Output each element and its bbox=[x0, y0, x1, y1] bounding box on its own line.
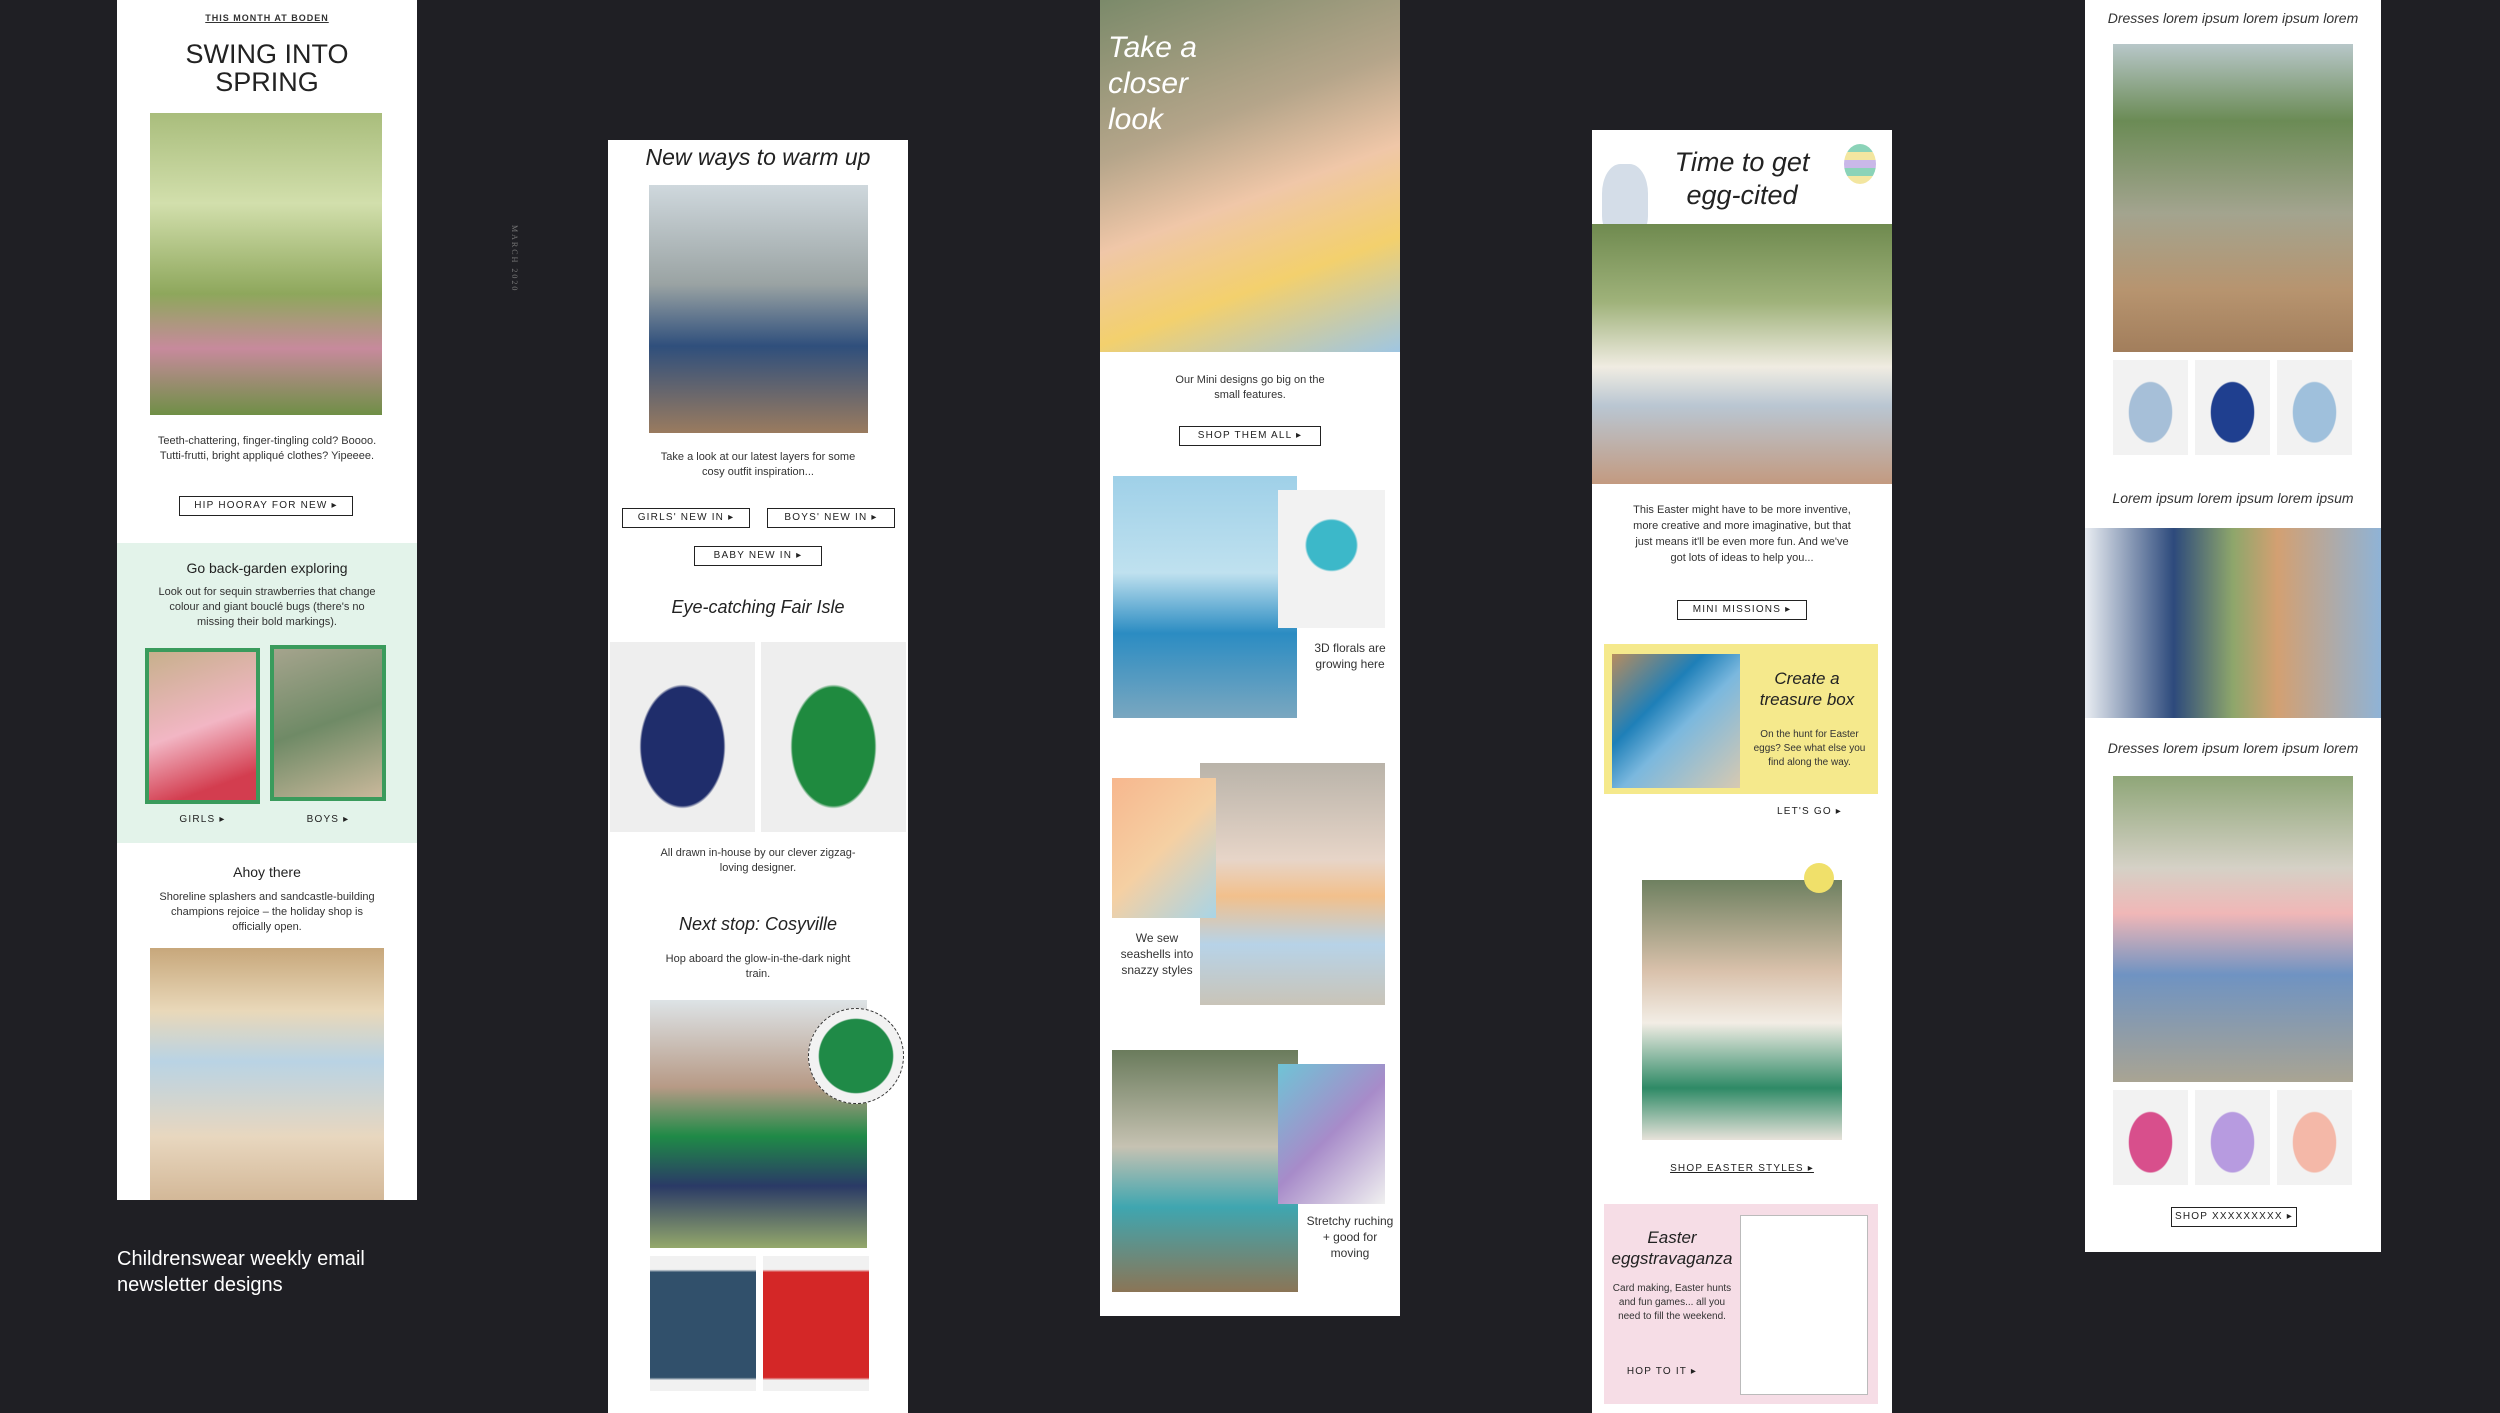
email-panel-spring bbox=[117, 0, 519, 1200]
mother-daughter-image bbox=[1642, 880, 1842, 1140]
hood-zoom-circle bbox=[808, 1008, 904, 1104]
ahoy-text: Shoreline splashers and sandcastle-building champions rejoice – the holiday shop is officially open. bbox=[159, 891, 375, 933]
mini-missions-button[interactable]: MINI MISSIONS ▸ bbox=[1677, 600, 1807, 620]
boys-link[interactable]: BOYS ▸ bbox=[306, 814, 350, 825]
email-kicker: THIS MONTH AT BODEN bbox=[205, 13, 329, 23]
hip-hooray-button[interactable]: HIP HOORAY FOR NEW ▸ bbox=[179, 496, 353, 516]
easter-text: This Easter might have to be more inventive, more creative and more imaginative, but that just means it'll be even more fun. And we've got lots of ideas to help you... bbox=[1633, 504, 1851, 564]
date-side-right: MARCH 2020 bbox=[510, 225, 519, 293]
treasure-box-text: On the hunt for Easter eggs? See what else you find along the way. bbox=[1753, 729, 1866, 768]
closer-look-title: Take a closer look bbox=[1108, 31, 1197, 136]
treasure-box-title: Create a treasure box bbox=[1759, 669, 1855, 709]
printed-dress-image[interactable] bbox=[1112, 1050, 1298, 1292]
girls-new-in-button[interactable]: GIRLS' NEW IN ▸ bbox=[622, 508, 750, 528]
cosyville-text: Hop aboard the glow-in-the-dark night train. bbox=[665, 953, 851, 980]
chick-icon bbox=[1804, 863, 1834, 893]
portfolio-caption: Childrenswear weekly email newsletter designs bbox=[117, 1248, 365, 1296]
bunny-card-drawing bbox=[1740, 1215, 1868, 1395]
easter-title: Time to get egg-cited bbox=[1674, 147, 1810, 210]
email-panel-closer-look bbox=[1100, 0, 1400, 1316]
dresses-heading-3: Dresses lorem ipsum lorem ipsum lorem bbox=[2107, 740, 2359, 756]
floral-detail-image bbox=[1278, 490, 1385, 628]
dress-hero-image bbox=[2113, 44, 2353, 352]
shop-easter-styles-link[interactable]: SHOP EASTER STYLES ▸ bbox=[1670, 1163, 1814, 1174]
navy-jumper-image[interactable] bbox=[610, 642, 755, 832]
beach-image bbox=[150, 948, 384, 1200]
boys-duo-image bbox=[2085, 528, 2381, 718]
ruching-detail-image bbox=[1278, 1064, 1385, 1204]
email-panel-warm-up bbox=[608, 140, 908, 1413]
red-trousers-image[interactable] bbox=[763, 1256, 869, 1391]
cosyville-title: Next stop: Cosyville bbox=[678, 914, 838, 934]
ruching-note: Stretchy ruching + good for moving bbox=[1306, 1214, 1394, 1260]
product-top-3[interactable] bbox=[2277, 1090, 2352, 1185]
florals-note: 3D florals are growing here bbox=[1314, 641, 1386, 671]
treasure-box-image bbox=[1612, 654, 1740, 788]
product-top-2[interactable] bbox=[2195, 1090, 2270, 1185]
warm-up-hero-image bbox=[649, 185, 868, 433]
girls-link[interactable]: GIRLS ▸ bbox=[179, 814, 226, 825]
email-panel-dresses bbox=[2085, 0, 2381, 1252]
warm-up-title: New ways to warm up bbox=[645, 144, 871, 170]
rainbow-dress-image[interactable] bbox=[1200, 763, 1385, 1005]
eggstravaganza-title: Easter eggstravaganza bbox=[1611, 1228, 1733, 1268]
baby-new-in-button[interactable]: BABY NEW IN ▸ bbox=[694, 546, 822, 566]
dresses-heading-2: Lorem ipsum lorem ipsum lorem ipsum bbox=[2112, 490, 2354, 506]
swing-hero-image bbox=[150, 113, 382, 415]
product-dress-1[interactable] bbox=[2113, 360, 2188, 455]
dresses-heading-1: Dresses lorem ipsum lorem ipsum lorem bbox=[2107, 10, 2359, 26]
fair-isle-title: Eye-catching Fair Isle bbox=[671, 597, 845, 617]
shop-them-all-button[interactable]: SHOP THEM ALL ▸ bbox=[1179, 426, 1321, 446]
blue-dress-image[interactable] bbox=[1113, 476, 1297, 718]
warm-up-text: Take a look at our latest layers for some cosy outfit inspiration... bbox=[660, 451, 856, 478]
girl-wall-image bbox=[2113, 776, 2353, 1082]
intro-text: Teeth-chattering, finger-tingling cold? Boooo. Tutti-frutti, bright appliqué clothes? Yipeeee. bbox=[157, 435, 377, 462]
eggstravaganza-text: Card making, Easter hunts and fun games... all you need to fill the weekend. bbox=[1612, 1283, 1732, 1322]
navy-trousers-image[interactable] bbox=[650, 1256, 756, 1391]
egg-icon bbox=[1844, 144, 1876, 184]
email-title: SWING INTO SPRING bbox=[185, 39, 349, 97]
lets-go-link[interactable]: LET'S GO ▸ bbox=[1776, 806, 1843, 817]
product-top-1[interactable] bbox=[2113, 1090, 2188, 1185]
email-panel-easter bbox=[1592, 130, 1892, 1413]
seashell-detail-image bbox=[1112, 778, 1216, 918]
easter-family-image bbox=[1592, 224, 1892, 484]
shop-button[interactable]: SHOP XXXXXXXXX ▸ bbox=[2171, 1207, 2297, 1227]
boys-new-in-button[interactable]: BOYS' NEW IN ▸ bbox=[767, 508, 895, 528]
garden-title: Go back-garden exploring bbox=[186, 560, 348, 576]
garden-text: Look out for sequin strawberries that change colour and giant bouclé bugs (there's no missing their bold markings). bbox=[158, 586, 376, 628]
boys-image[interactable] bbox=[270, 645, 386, 801]
fair-isle-text: All drawn in-house by our clever zigzag-loving designer. bbox=[660, 847, 856, 874]
girls-image[interactable] bbox=[145, 648, 260, 804]
product-dress-3[interactable] bbox=[2277, 360, 2352, 455]
hop-to-it-link[interactable]: HOP TO IT ▸ bbox=[1626, 1366, 1698, 1377]
mini-designs-text: Our Mini designs go big on the small features. bbox=[1175, 374, 1325, 401]
seashell-note: We sew seashells into snazzy styles bbox=[1120, 931, 1194, 977]
product-dress-2[interactable] bbox=[2195, 360, 2270, 455]
green-jumper-image[interactable] bbox=[761, 642, 906, 832]
ahoy-title: Ahoy there bbox=[233, 864, 301, 880]
